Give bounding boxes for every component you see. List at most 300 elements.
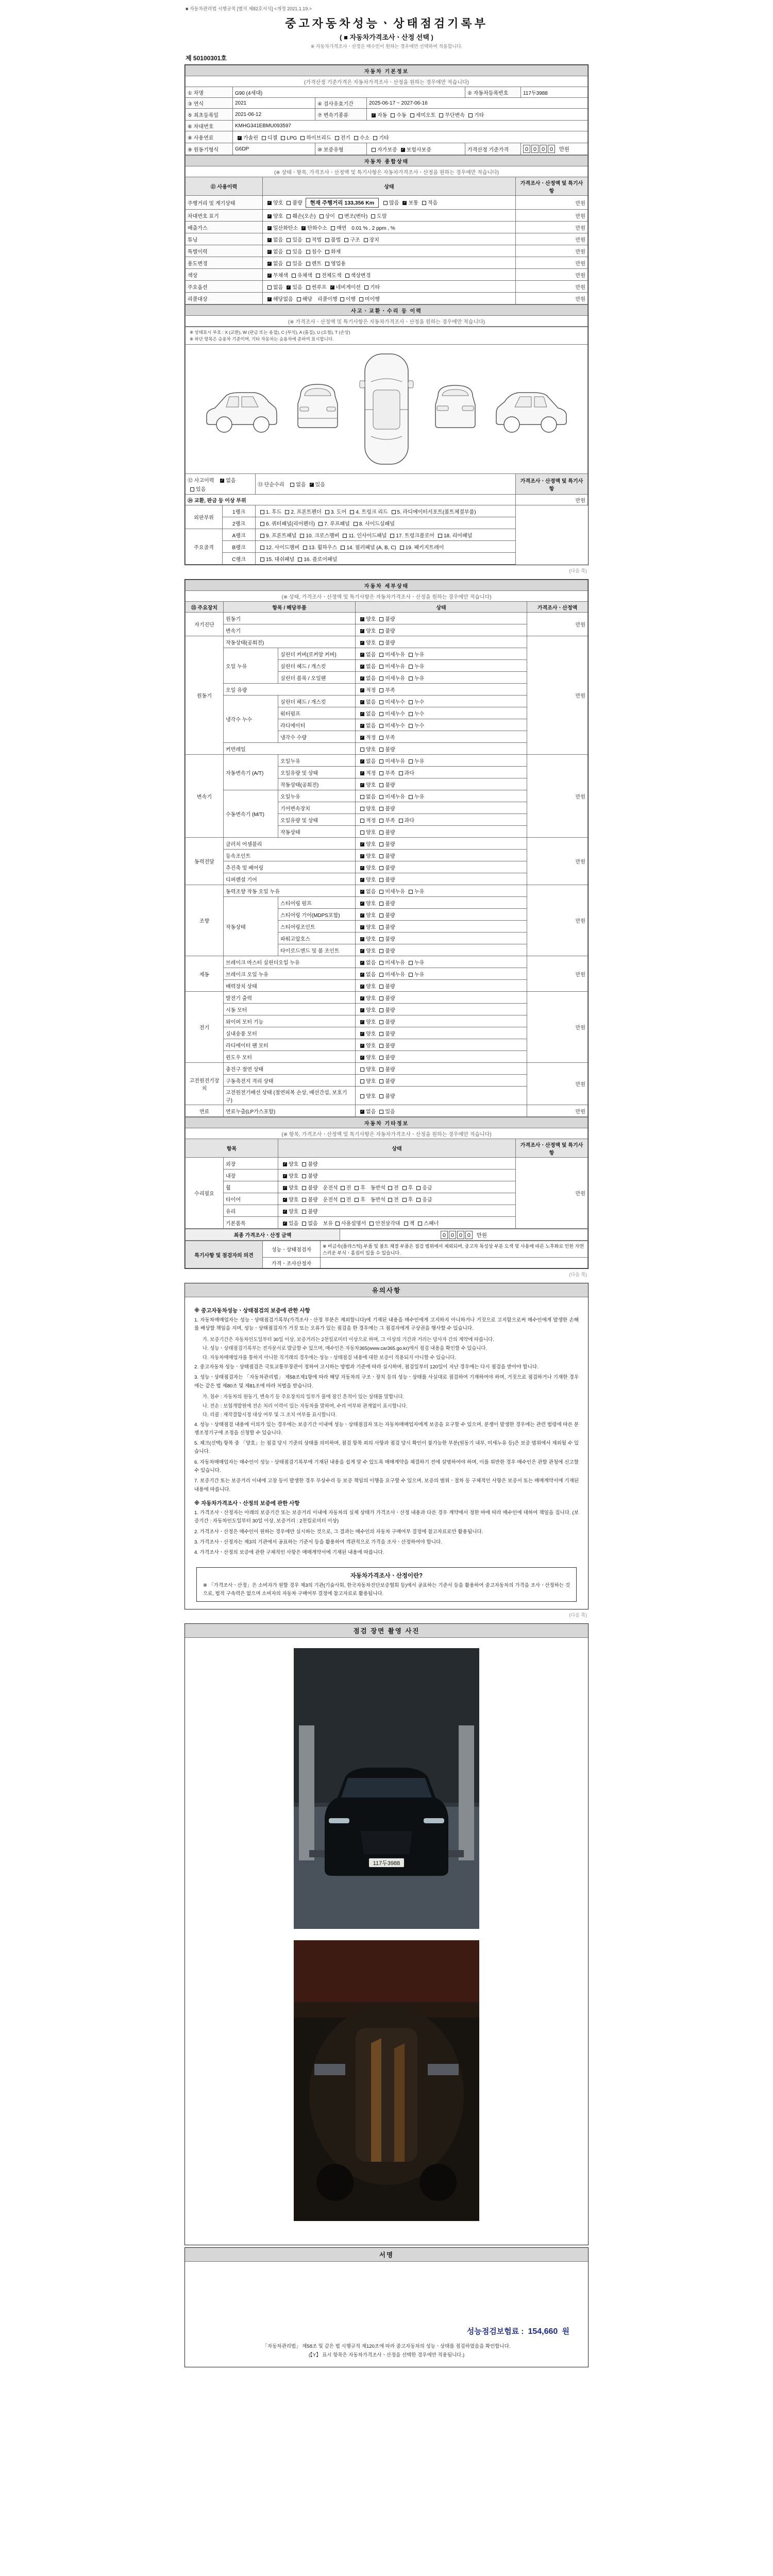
checkbox-icon[interactable] [418, 1222, 422, 1226]
checkbox-icon[interactable] [302, 1174, 306, 1178]
checkbox-checked-icon[interactable] [267, 226, 272, 230]
checkbox-option[interactable] [307, 480, 325, 488]
checkbox-icon[interactable] [379, 1110, 383, 1114]
checkbox-option[interactable] [397, 543, 444, 551]
checkbox-option[interactable] [258, 519, 315, 527]
checkbox-icon[interactable] [400, 546, 404, 550]
checkbox-option[interactable] [299, 1195, 317, 1203]
checkbox-option[interactable] [377, 1053, 395, 1061]
checkbox-option[interactable] [377, 662, 405, 670]
checkbox-icon[interactable] [341, 546, 345, 550]
checkbox-option[interactable] [304, 259, 322, 267]
checkbox-icon[interactable] [409, 961, 413, 965]
checkbox-checked-icon[interactable] [401, 148, 405, 152]
checkbox-icon[interactable] [287, 238, 291, 242]
checkbox-option[interactable] [396, 816, 414, 824]
checkbox-checked-icon[interactable] [283, 1186, 287, 1190]
checkbox-option[interactable] [358, 709, 376, 717]
checkbox-checked-icon[interactable] [360, 617, 364, 621]
checkbox-option[interactable] [362, 283, 380, 291]
checkbox-icon[interactable] [416, 1186, 421, 1190]
checkbox-checked-icon[interactable] [360, 783, 364, 787]
checkbox-option[interactable] [338, 1183, 351, 1191]
checkbox-option[interactable] [358, 970, 376, 978]
checkbox-option[interactable] [358, 1077, 376, 1084]
checkbox-icon[interactable] [355, 1186, 359, 1190]
checkbox-checked-icon[interactable] [360, 724, 364, 728]
checkbox-option[interactable] [371, 133, 389, 141]
checkbox-option[interactable] [317, 212, 335, 219]
checkbox-checked-icon[interactable] [360, 641, 364, 645]
checkbox-icon[interactable] [260, 522, 264, 526]
checkbox-option[interactable] [323, 507, 346, 515]
checkbox-icon[interactable] [379, 771, 383, 775]
checkbox-option[interactable] [406, 674, 424, 682]
checkbox-option[interactable] [217, 476, 236, 484]
checkbox-icon[interactable] [379, 629, 383, 633]
checkbox-checked-icon[interactable] [360, 653, 364, 657]
checkbox-icon[interactable] [306, 285, 310, 290]
checkbox-icon[interactable] [369, 1222, 374, 1226]
checkbox-icon[interactable] [350, 510, 354, 514]
checkbox-checked-icon[interactable] [360, 712, 364, 716]
checkbox-option[interactable] [358, 1107, 376, 1115]
checkbox-option[interactable] [385, 1183, 399, 1191]
checkbox-icon[interactable] [379, 724, 383, 728]
checkbox-option[interactable] [188, 485, 206, 493]
checkbox-option[interactable] [265, 198, 283, 206]
checkbox-option[interactable] [323, 259, 346, 267]
checkbox-icon[interactable] [379, 913, 383, 918]
checkbox-icon[interactable] [341, 1198, 345, 1202]
checkbox-option[interactable] [358, 733, 376, 741]
checkbox-icon[interactable] [379, 961, 383, 965]
checkbox-icon[interactable] [260, 557, 264, 562]
checkbox-option[interactable] [280, 1207, 298, 1215]
checkbox-option[interactable] [340, 531, 386, 539]
checkbox-option[interactable] [377, 804, 395, 812]
checkbox-option[interactable] [265, 295, 293, 302]
checkbox-checked-icon[interactable] [330, 285, 334, 290]
checkbox-icon[interactable] [379, 854, 383, 858]
checkbox-option[interactable] [284, 283, 302, 291]
checkbox-checked-icon[interactable] [360, 759, 364, 764]
checkbox-option[interactable] [358, 1053, 376, 1061]
checkbox-icon[interactable] [379, 985, 383, 989]
checkbox-checked-icon[interactable] [360, 1044, 364, 1048]
checkbox-option[interactable] [351, 519, 395, 527]
checkbox-option[interactable] [313, 271, 342, 279]
checkbox-option[interactable] [377, 781, 395, 788]
checkbox-icon[interactable] [409, 676, 413, 681]
checkbox-checked-icon[interactable] [360, 688, 364, 692]
checkbox-option[interactable] [358, 1029, 376, 1037]
checkbox-icon[interactable] [364, 285, 368, 290]
checkbox-icon[interactable] [409, 759, 413, 764]
checkbox-checked-icon[interactable] [360, 676, 364, 681]
checkbox-option[interactable] [406, 970, 424, 978]
checkbox-option[interactable] [258, 543, 299, 551]
checkbox-option[interactable] [299, 1160, 317, 1167]
checkbox-checked-icon[interactable] [360, 890, 364, 894]
checkbox-option[interactable] [377, 745, 395, 753]
checkbox-icon[interactable] [281, 136, 285, 140]
checkbox-icon[interactable] [302, 1162, 306, 1166]
checkbox-icon[interactable] [468, 113, 473, 117]
checkbox-checked-icon[interactable] [267, 262, 272, 266]
checkbox-option[interactable] [436, 111, 465, 118]
checkbox-icon[interactable] [399, 819, 403, 823]
checkbox-icon[interactable] [373, 136, 377, 140]
checkbox-icon[interactable] [379, 1079, 383, 1083]
checkbox-option[interactable] [377, 970, 405, 978]
checkbox-option[interactable] [294, 295, 312, 302]
checkbox-icon[interactable] [379, 676, 383, 681]
checkbox-icon[interactable] [379, 1044, 383, 1048]
checkbox-checked-icon[interactable] [360, 1020, 364, 1024]
checkbox-option[interactable] [328, 224, 346, 231]
checkbox-checked-icon[interactable] [283, 1222, 287, 1226]
checkbox-checked-icon[interactable] [360, 665, 364, 669]
checkbox-icon[interactable] [391, 113, 395, 117]
checkbox-icon[interactable] [379, 878, 383, 882]
checkbox-option[interactable] [406, 757, 424, 765]
checkbox-checked-icon[interactable] [360, 913, 364, 918]
checkbox-icon[interactable] [379, 1032, 383, 1036]
checkbox-option[interactable] [377, 828, 395, 836]
checkbox-icon[interactable] [287, 201, 291, 205]
checkbox-option[interactable] [415, 1219, 439, 1227]
checkbox-icon[interactable] [339, 214, 343, 218]
checkbox-checked-icon[interactable] [267, 238, 272, 242]
checkbox-icon[interactable] [331, 226, 335, 230]
checkbox-icon[interactable] [302, 1198, 306, 1202]
checkbox-option[interactable] [358, 828, 376, 836]
checkbox-option[interactable] [357, 295, 380, 302]
checkbox-option[interactable] [377, 958, 405, 966]
checkbox-option[interactable] [358, 662, 376, 670]
checkbox-option[interactable] [377, 615, 395, 622]
checkbox-icon[interactable] [409, 724, 413, 728]
checkbox-option[interactable] [419, 198, 438, 206]
checkbox-icon[interactable] [344, 238, 348, 242]
checkbox-checked-icon[interactable] [360, 961, 364, 965]
checkbox-option[interactable] [259, 133, 277, 141]
checkbox-icon[interactable] [388, 1198, 392, 1202]
checkbox-icon[interactable] [190, 487, 194, 492]
checkbox-checked-icon[interactable] [360, 878, 364, 882]
checkbox-checked-icon[interactable] [301, 226, 306, 230]
checkbox-option[interactable] [265, 247, 283, 255]
checkbox-option[interactable] [377, 757, 405, 765]
checkbox-checked-icon[interactable] [220, 479, 224, 483]
checkbox-icon[interactable] [379, 665, 383, 669]
checkbox-icon[interactable] [392, 510, 396, 514]
checkbox-option[interactable] [265, 283, 283, 291]
checkbox-icon[interactable] [390, 534, 394, 538]
checkbox-option[interactable] [358, 626, 376, 634]
checkbox-option[interactable] [338, 295, 356, 302]
checkbox-checked-icon[interactable] [267, 250, 272, 254]
checkbox-option[interactable] [358, 994, 376, 1002]
checkbox-icon[interactable] [379, 1094, 383, 1098]
checkbox-icon[interactable] [379, 1020, 383, 1024]
checkbox-option[interactable] [297, 531, 339, 539]
checkbox-option[interactable] [377, 923, 395, 930]
checkbox-icon[interactable] [402, 1186, 407, 1190]
checkbox-checked-icon[interactable] [267, 274, 272, 278]
checkbox-icon[interactable] [409, 973, 413, 977]
checkbox-option[interactable] [265, 212, 283, 219]
checkbox-option[interactable] [284, 212, 315, 219]
checkbox-icon[interactable] [260, 534, 264, 538]
checkbox-icon[interactable] [320, 214, 324, 218]
checkbox-icon[interactable] [360, 1094, 364, 1098]
checkbox-option[interactable] [358, 1006, 376, 1013]
checkbox-option[interactable] [377, 946, 395, 954]
checkbox-option[interactable] [377, 863, 395, 871]
checkbox-checked-icon[interactable] [372, 113, 376, 117]
checkbox-icon[interactable] [285, 510, 289, 514]
checkbox-option[interactable] [328, 283, 361, 291]
checkbox-option[interactable] [295, 555, 337, 563]
checkbox-option[interactable] [369, 145, 397, 153]
checkbox-icon[interactable] [325, 250, 329, 254]
checkbox-checked-icon[interactable] [360, 1110, 364, 1114]
checkbox-option[interactable] [388, 111, 406, 118]
checkbox-icon[interactable] [379, 795, 383, 799]
checkbox-icon[interactable] [379, 700, 383, 704]
checkbox-option[interactable] [304, 247, 322, 255]
checkbox-option[interactable] [323, 235, 341, 243]
checkbox-option[interactable] [377, 1041, 395, 1049]
checkbox-option[interactable] [258, 531, 296, 539]
checkbox-option[interactable] [389, 507, 476, 515]
checkbox-icon[interactable] [409, 653, 413, 657]
checkbox-icon[interactable] [300, 136, 305, 140]
checkbox-icon[interactable] [388, 1186, 392, 1190]
checkbox-option[interactable] [265, 259, 283, 267]
checkbox-option[interactable] [358, 769, 376, 776]
checkbox-icon[interactable] [300, 534, 304, 538]
checkbox-icon[interactable] [379, 1056, 383, 1060]
checkbox-option[interactable] [358, 840, 376, 848]
checkbox-icon[interactable] [379, 759, 383, 764]
checkbox-icon[interactable] [383, 201, 388, 205]
checkbox-icon[interactable] [302, 1222, 306, 1226]
checkbox-option[interactable] [343, 271, 371, 279]
checkbox-checked-icon[interactable] [283, 1198, 287, 1202]
checkbox-option[interactable] [466, 111, 484, 118]
checkbox-option[interactable] [358, 745, 376, 753]
checkbox-option[interactable] [358, 1092, 376, 1099]
checkbox-checked-icon[interactable] [360, 937, 364, 941]
checkbox-icon[interactable] [416, 1198, 421, 1202]
checkbox-icon[interactable] [364, 238, 368, 242]
checkbox-option[interactable] [377, 911, 395, 919]
checkbox-option[interactable] [377, 792, 405, 800]
checkbox-icon[interactable] [372, 148, 376, 152]
checkbox-checked-icon[interactable] [360, 1008, 364, 1012]
checkbox-option[interactable] [280, 1183, 298, 1191]
checkbox-option[interactable] [368, 212, 386, 219]
checkbox-icon[interactable] [409, 795, 413, 799]
checkbox-option[interactable] [352, 1183, 365, 1191]
checkbox-option[interactable] [316, 519, 350, 527]
checkbox-icon[interactable] [379, 890, 383, 894]
checkbox-option[interactable] [358, 852, 376, 859]
checkbox-icon[interactable] [335, 136, 339, 140]
checkbox-option[interactable] [332, 133, 350, 141]
checkbox-option[interactable] [304, 283, 327, 291]
checkbox-icon[interactable] [325, 510, 329, 514]
checkbox-option[interactable] [358, 615, 376, 622]
checkbox-option[interactable] [358, 721, 376, 729]
checkbox-icon[interactable] [354, 136, 358, 140]
checkbox-checked-icon[interactable] [360, 902, 364, 906]
checkbox-icon[interactable] [379, 937, 383, 941]
checkbox-option[interactable] [258, 555, 294, 563]
checkbox-option[interactable] [414, 1195, 432, 1203]
checkbox-option[interactable] [258, 507, 281, 515]
checkbox-option[interactable] [358, 804, 376, 812]
checkbox-icon[interactable] [267, 285, 272, 290]
checkbox-option[interactable] [358, 757, 376, 765]
checkbox-option[interactable] [284, 259, 302, 267]
checkbox-option[interactable] [396, 769, 414, 776]
checkbox-icon[interactable] [379, 653, 383, 657]
checkbox-option[interactable] [358, 887, 376, 895]
checkbox-option[interactable] [338, 543, 396, 551]
checkbox-icon[interactable] [360, 819, 364, 823]
checkbox-icon[interactable] [354, 522, 358, 526]
checkbox-option[interactable] [377, 769, 395, 776]
checkbox-icon[interactable] [316, 274, 320, 278]
checkbox-icon[interactable] [379, 1008, 383, 1012]
checkbox-option[interactable] [358, 1041, 376, 1049]
checkbox-checked-icon[interactable] [360, 736, 364, 740]
checkbox-icon[interactable] [379, 831, 383, 835]
checkbox-icon[interactable] [292, 274, 296, 278]
checkbox-icon[interactable] [379, 949, 383, 953]
checkbox-icon[interactable] [379, 902, 383, 906]
checkbox-checked-icon[interactable] [360, 925, 364, 929]
checkbox-icon[interactable] [379, 641, 383, 645]
checkbox-option[interactable] [377, 982, 395, 990]
checkbox-option[interactable] [358, 1018, 376, 1025]
checkbox-icon[interactable] [260, 546, 264, 550]
checkbox-checked-icon[interactable] [360, 973, 364, 977]
checkbox-option[interactable] [323, 247, 341, 255]
checkbox-option[interactable] [265, 224, 298, 231]
checkbox-option[interactable] [406, 792, 424, 800]
checkbox-option[interactable] [282, 507, 321, 515]
checkbox-option[interactable] [280, 1219, 298, 1227]
checkbox-icon[interactable] [360, 1067, 364, 1072]
checkbox-icon[interactable] [360, 1079, 364, 1083]
checkbox-checked-icon[interactable] [283, 1162, 287, 1166]
checkbox-icon[interactable] [379, 973, 383, 977]
checkbox-checked-icon[interactable] [267, 201, 272, 205]
checkbox-option[interactable] [408, 111, 436, 118]
checkbox-option[interactable] [299, 1207, 317, 1215]
checkbox-option[interactable] [377, 626, 395, 634]
checkbox-icon[interactable] [402, 1198, 407, 1202]
checkbox-checked-icon[interactable] [360, 996, 364, 1001]
checkbox-checked-icon[interactable] [360, 854, 364, 858]
checkbox-option[interactable] [265, 271, 288, 279]
checkbox-option[interactable] [358, 674, 376, 682]
checkbox-option[interactable] [377, 686, 395, 693]
checkbox-option[interactable] [377, 638, 395, 646]
checkbox-icon[interactable] [306, 238, 310, 242]
checkbox-option[interactable] [385, 1195, 399, 1203]
checkbox-icon[interactable] [379, 617, 383, 621]
checkbox-option[interactable] [377, 935, 395, 942]
checkbox-icon[interactable] [306, 250, 310, 254]
checkbox-option[interactable] [400, 198, 418, 206]
checkbox-option[interactable] [298, 133, 331, 141]
checkbox-icon[interactable] [371, 214, 375, 218]
checkbox-option[interactable] [265, 235, 283, 243]
checkbox-option[interactable] [358, 650, 376, 658]
checkbox-icon[interactable] [379, 807, 383, 811]
checkbox-option[interactable] [406, 650, 424, 658]
checkbox-option[interactable] [406, 662, 424, 670]
checkbox-option[interactable] [358, 698, 376, 705]
checkbox-option[interactable] [284, 247, 302, 255]
checkbox-option[interactable] [400, 1195, 413, 1203]
checkbox-option[interactable] [398, 145, 431, 153]
checkbox-checked-icon[interactable] [360, 985, 364, 989]
checkbox-icon[interactable] [439, 113, 443, 117]
checkbox-icon[interactable] [341, 1186, 345, 1190]
checkbox-option[interactable] [358, 1065, 376, 1073]
checkbox-option[interactable] [299, 1172, 317, 1179]
checkbox-icon[interactable] [379, 1067, 383, 1072]
checkbox-icon[interactable] [302, 1186, 306, 1190]
checkbox-option[interactable] [352, 1195, 365, 1203]
checkbox-option[interactable] [278, 135, 297, 141]
checkbox-checked-icon[interactable] [360, 771, 364, 775]
checkbox-option[interactable] [280, 1195, 298, 1203]
checkbox-checked-icon[interactable] [360, 866, 364, 870]
checkbox-option[interactable] [377, 1107, 395, 1115]
checkbox-option[interactable] [377, 1065, 395, 1073]
checkbox-option[interactable] [377, 698, 405, 705]
checkbox-checked-icon[interactable] [360, 1056, 364, 1060]
checkbox-icon[interactable] [325, 262, 329, 266]
checkbox-icon[interactable] [360, 831, 364, 835]
checkbox-option[interactable] [288, 480, 306, 488]
checkbox-icon[interactable] [379, 866, 383, 870]
checkbox-icon[interactable] [287, 214, 291, 218]
checkbox-option[interactable] [358, 923, 376, 930]
checkbox-option[interactable] [401, 1219, 415, 1227]
checkbox-option[interactable] [388, 531, 434, 539]
checkbox-icon[interactable] [379, 688, 383, 692]
checkbox-icon[interactable] [379, 925, 383, 929]
checkbox-checked-icon[interactable] [402, 201, 407, 205]
checkbox-icon[interactable] [409, 890, 413, 894]
checkbox-option[interactable] [406, 721, 424, 729]
checkbox-option[interactable] [377, 709, 405, 717]
checkbox-option[interactable] [280, 1160, 298, 1167]
checkbox-option[interactable] [351, 133, 369, 141]
checkbox-option[interactable] [369, 111, 387, 118]
checkbox-option[interactable] [406, 958, 424, 966]
checkbox-option[interactable] [414, 1183, 432, 1191]
